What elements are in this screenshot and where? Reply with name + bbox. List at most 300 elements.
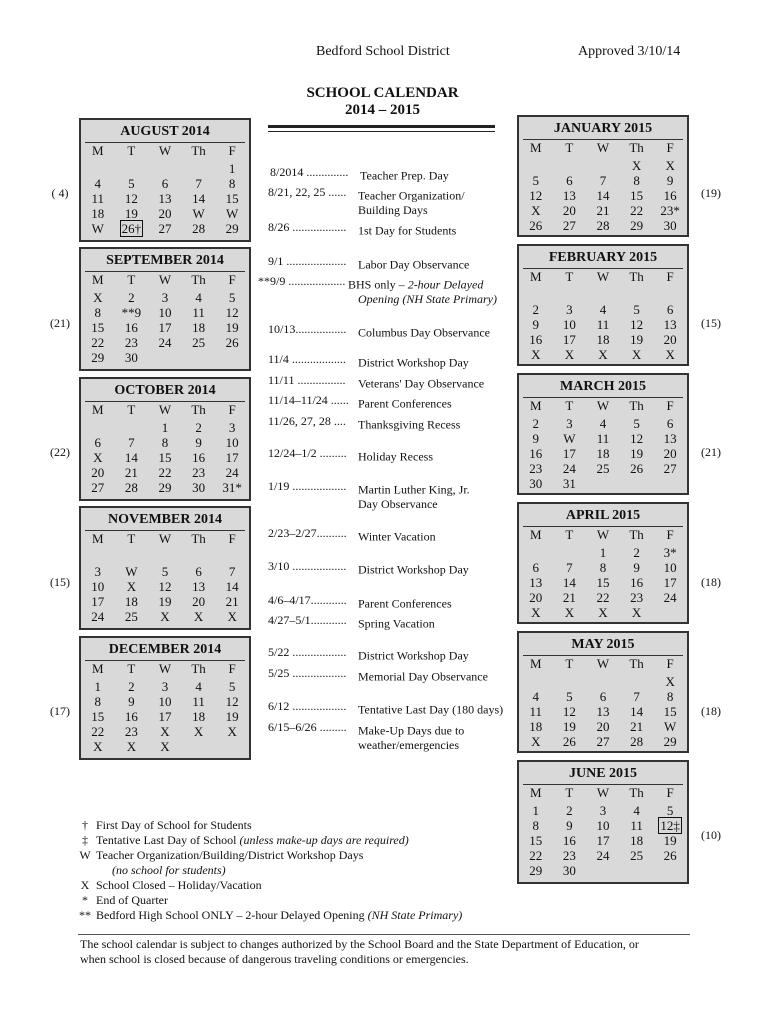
day-cell bbox=[653, 446, 687, 461]
day-value: 11 bbox=[529, 704, 543, 719]
week-row bbox=[81, 609, 249, 624]
event-item bbox=[268, 352, 513, 370]
month-title: JANUARY 2015 bbox=[523, 117, 683, 140]
day-value: 8 bbox=[228, 176, 236, 191]
day-value: X bbox=[93, 450, 103, 465]
day-value: 23 bbox=[562, 848, 576, 863]
day-cell bbox=[215, 594, 249, 609]
day-cell bbox=[620, 590, 654, 605]
day-cell bbox=[519, 590, 553, 605]
day-value: 15 bbox=[630, 188, 644, 203]
day-cell bbox=[115, 435, 149, 450]
event-description: Memorial Day Observance bbox=[358, 669, 488, 684]
day-cell bbox=[586, 173, 620, 188]
day-value: 31 bbox=[562, 476, 576, 491]
event-item bbox=[268, 254, 513, 272]
event-item bbox=[268, 373, 513, 391]
school-days-count: (21) bbox=[701, 445, 721, 459]
event-date: **9/9 ................... bbox=[258, 274, 346, 288]
legend-symbol: † bbox=[82, 818, 88, 832]
day-cell bbox=[553, 461, 587, 476]
day-cell bbox=[586, 848, 620, 863]
day-value: 19 bbox=[225, 709, 239, 724]
day-value: 28 bbox=[596, 218, 610, 233]
day-value: 11 bbox=[91, 191, 105, 206]
day-value: 5 bbox=[633, 302, 640, 317]
day-value: 22 bbox=[596, 590, 610, 605]
day-cell bbox=[182, 724, 216, 739]
day-value: 20 bbox=[91, 465, 105, 480]
school-days-count: (10) bbox=[701, 828, 721, 842]
day-value: 30 bbox=[562, 863, 576, 878]
day-cell bbox=[115, 320, 149, 335]
day-value: 7 bbox=[195, 176, 202, 191]
week-row bbox=[81, 161, 249, 176]
month-august-2014 bbox=[79, 118, 251, 242]
day-cell bbox=[115, 420, 149, 435]
weekday-label: F bbox=[666, 785, 674, 800]
legend-item bbox=[74, 848, 363, 863]
week-row bbox=[519, 719, 687, 734]
day-value: 22 bbox=[91, 724, 105, 739]
day-value: 27 bbox=[596, 734, 610, 749]
day-cell bbox=[553, 605, 587, 620]
day-value: 22 bbox=[529, 848, 543, 863]
day-cell bbox=[182, 579, 216, 594]
event-description: Spring Vacation bbox=[358, 616, 435, 631]
weekday-label: M bbox=[92, 661, 104, 676]
day-cell bbox=[81, 435, 115, 450]
week-row bbox=[519, 476, 687, 491]
day-cell bbox=[148, 564, 182, 579]
day-value: 23 bbox=[529, 461, 543, 476]
day-value: X bbox=[598, 347, 608, 362]
day-value: 14 bbox=[630, 704, 644, 719]
day-cell bbox=[586, 347, 620, 362]
weekday-label: Th bbox=[629, 269, 644, 284]
month-title: MAY 2015 bbox=[523, 633, 683, 656]
day-cell bbox=[519, 287, 553, 302]
day-value: 13 bbox=[596, 704, 610, 719]
weekday-label: M bbox=[530, 527, 542, 542]
day-value: 17 bbox=[225, 450, 239, 465]
day-value: 27 bbox=[663, 461, 677, 476]
week-row bbox=[519, 848, 687, 863]
day-cell bbox=[81, 320, 115, 335]
day-cell bbox=[620, 347, 654, 362]
day-cell bbox=[653, 848, 687, 863]
day-value: 19 bbox=[158, 594, 172, 609]
day-cell bbox=[653, 332, 687, 347]
approved-date: Approved 3/10/14 bbox=[578, 44, 681, 59]
day-value: 13 bbox=[529, 575, 543, 590]
day-value: 7 bbox=[633, 689, 640, 704]
weekday-label: T bbox=[565, 656, 574, 671]
event-item bbox=[268, 446, 513, 464]
day-cell bbox=[620, 848, 654, 863]
day-cell bbox=[182, 191, 216, 206]
week-row bbox=[519, 332, 687, 347]
footer-rule bbox=[78, 934, 690, 935]
day-value: 23 bbox=[630, 590, 644, 605]
legend-text: Bedford High School ONLY – 2-hour Delayed Opening bbox=[96, 908, 368, 922]
day-cell bbox=[553, 674, 587, 689]
day-value: 5 bbox=[666, 803, 674, 818]
day-value: 10 bbox=[158, 694, 172, 709]
day-cell bbox=[115, 579, 149, 594]
day-cell bbox=[620, 317, 654, 332]
day-value: X bbox=[160, 609, 170, 624]
day-cell bbox=[553, 545, 587, 560]
event-item bbox=[268, 720, 513, 753]
day-value: 10 bbox=[596, 818, 610, 833]
day-value: 6 bbox=[161, 176, 169, 191]
day-value: 16 bbox=[562, 833, 576, 848]
day-cell bbox=[115, 609, 149, 624]
day-cell bbox=[115, 350, 149, 365]
event-item bbox=[270, 165, 515, 183]
day-value: 10 bbox=[663, 560, 677, 575]
day-value: 3 bbox=[161, 679, 169, 694]
legend-item bbox=[74, 818, 252, 833]
weekday-label: W bbox=[596, 656, 610, 671]
day-cell bbox=[653, 863, 687, 878]
day-value: 5 bbox=[161, 564, 169, 579]
day-value: 23 bbox=[124, 724, 138, 739]
day-cell bbox=[182, 161, 216, 176]
footer-line-1: The school calendar is subject to changes authorized by the School Board and the State Department of Education, or bbox=[80, 937, 639, 951]
day-value: 29 bbox=[91, 350, 105, 365]
month-title: JUNE 2015 bbox=[523, 762, 683, 785]
day-value: 1 bbox=[532, 803, 540, 818]
day-cell bbox=[553, 560, 587, 575]
day-value: 15 bbox=[663, 704, 677, 719]
day-value: 4 bbox=[195, 290, 202, 305]
month-title: NOVEMBER 2014 bbox=[85, 508, 245, 531]
day-cell bbox=[653, 704, 687, 719]
day-value: 8 bbox=[161, 435, 169, 450]
day-value: 30 bbox=[663, 218, 677, 233]
day-value: 14 bbox=[192, 191, 206, 206]
day-value: 19 bbox=[225, 320, 239, 335]
day-cell bbox=[653, 833, 687, 848]
week-row bbox=[519, 188, 687, 203]
weekday-header bbox=[81, 661, 249, 676]
event-date: 3/10 .................. bbox=[268, 559, 347, 573]
weekday-header bbox=[519, 398, 687, 413]
day-value: 29 bbox=[630, 218, 644, 233]
day-cell bbox=[620, 188, 654, 203]
weekday-label: T bbox=[127, 143, 136, 158]
day-cell bbox=[182, 450, 216, 465]
day-cell bbox=[81, 290, 115, 305]
day-value: 26† bbox=[121, 221, 142, 236]
week-row bbox=[81, 739, 249, 754]
event-description-cont: Day Observance bbox=[358, 497, 438, 511]
weekday-label: M bbox=[92, 531, 104, 546]
day-cell bbox=[586, 674, 620, 689]
day-value: 30 bbox=[529, 476, 543, 491]
day-value: 21 bbox=[225, 594, 239, 609]
week-row bbox=[81, 694, 249, 709]
day-cell bbox=[148, 320, 182, 335]
month-september-2014 bbox=[79, 247, 251, 371]
day-value: 5 bbox=[566, 689, 573, 704]
month-title: FEBRUARY 2015 bbox=[523, 246, 683, 269]
day-cell bbox=[81, 335, 115, 350]
day-cell bbox=[653, 476, 687, 491]
page-title: SCHOOL CALENDAR bbox=[306, 85, 459, 101]
day-value: 30 bbox=[124, 350, 138, 365]
event-date: 4/6–4/17............ bbox=[268, 593, 347, 607]
day-cell bbox=[182, 564, 216, 579]
day-value: 8 bbox=[666, 689, 674, 704]
day-value: W bbox=[192, 206, 205, 221]
day-cell bbox=[148, 480, 182, 495]
day-cell bbox=[81, 579, 115, 594]
day-value: 17 bbox=[91, 594, 105, 609]
event-date: 4/27–5/1............ bbox=[268, 613, 347, 627]
day-value: 25 bbox=[124, 609, 138, 624]
event-description: Labor Day Observance bbox=[358, 257, 470, 272]
week-row bbox=[519, 734, 687, 749]
legend-text: Teacher Organization/Building/District Workshop Days bbox=[96, 848, 364, 862]
day-value: 15 bbox=[529, 833, 543, 848]
day-value: 1 bbox=[94, 679, 102, 694]
event-description: Thanksgiving Recess bbox=[358, 417, 461, 432]
school-days-count: (22) bbox=[50, 445, 70, 459]
day-cell bbox=[653, 818, 687, 833]
event-date: 6/15–6/26 ......... bbox=[268, 720, 347, 734]
day-cell bbox=[148, 450, 182, 465]
week-row bbox=[519, 287, 687, 302]
day-value: 21 bbox=[562, 590, 576, 605]
day-value: 16 bbox=[192, 450, 206, 465]
day-value: 19 bbox=[124, 206, 138, 221]
day-value: **9 bbox=[121, 305, 142, 320]
day-cell bbox=[215, 579, 249, 594]
day-value: 30 bbox=[192, 480, 206, 495]
day-cell bbox=[115, 549, 149, 564]
day-cell bbox=[620, 704, 654, 719]
day-value: X bbox=[126, 579, 137, 594]
event-date: 6/12 .................. bbox=[268, 699, 347, 713]
weekday-header bbox=[81, 143, 249, 158]
day-value: 6 bbox=[666, 302, 674, 317]
day-cell bbox=[81, 420, 115, 435]
day-cell bbox=[215, 480, 249, 495]
day-value: 5 bbox=[128, 176, 135, 191]
day-cell bbox=[182, 594, 216, 609]
day-cell bbox=[182, 420, 216, 435]
day-value: 23* bbox=[660, 203, 680, 218]
day-value: 12 bbox=[529, 188, 543, 203]
day-cell bbox=[553, 734, 587, 749]
event-description: Teacher Organization/ bbox=[358, 188, 465, 203]
day-cell bbox=[215, 191, 249, 206]
day-cell bbox=[148, 594, 182, 609]
day-cell bbox=[620, 332, 654, 347]
day-value: 26 bbox=[562, 734, 576, 749]
event-date: 1/19 .................. bbox=[268, 479, 347, 493]
day-value: X bbox=[665, 674, 675, 689]
day-value: 27 bbox=[562, 218, 576, 233]
day-value: 5 bbox=[228, 679, 236, 694]
day-cell bbox=[148, 305, 182, 320]
school-days-count: (19) bbox=[701, 186, 721, 200]
day-cell bbox=[215, 206, 249, 221]
day-value: 10 bbox=[91, 579, 105, 594]
weekday-label: Th bbox=[191, 531, 206, 546]
day-value: 20 bbox=[663, 446, 677, 461]
day-cell bbox=[553, 287, 587, 302]
day-value: 18 bbox=[529, 719, 543, 734]
weekday-label: Th bbox=[191, 402, 206, 417]
day-cell bbox=[620, 203, 654, 218]
month-title: DECEMBER 2014 bbox=[85, 638, 245, 661]
day-value: 2 bbox=[633, 545, 640, 560]
day-value: 5 bbox=[228, 290, 236, 305]
day-value: X bbox=[631, 605, 642, 620]
weekday-label: M bbox=[92, 143, 104, 158]
day-value: 29 bbox=[225, 221, 239, 236]
day-value: 19 bbox=[630, 446, 644, 461]
weekday-label: F bbox=[228, 402, 236, 417]
weekday-label: T bbox=[565, 398, 574, 413]
weekday-label: Th bbox=[629, 656, 644, 671]
event-description: Veterans' Day Observance bbox=[358, 376, 485, 391]
day-cell bbox=[215, 709, 249, 724]
day-cell bbox=[182, 679, 216, 694]
day-cell bbox=[115, 465, 149, 480]
day-cell bbox=[653, 188, 687, 203]
week-row bbox=[81, 221, 249, 236]
day-cell bbox=[653, 431, 687, 446]
day-value: 19 bbox=[562, 719, 576, 734]
event-date: 5/25 .................. bbox=[268, 666, 347, 680]
day-cell bbox=[653, 317, 687, 332]
day-cell bbox=[519, 575, 553, 590]
day-cell bbox=[586, 704, 620, 719]
day-value: 21 bbox=[630, 719, 644, 734]
day-value: 17 bbox=[596, 833, 610, 848]
day-value: 15 bbox=[158, 450, 172, 465]
legend-symbol: X bbox=[80, 878, 90, 892]
day-cell bbox=[519, 818, 553, 833]
day-cell bbox=[620, 545, 654, 560]
day-value: 4 bbox=[94, 176, 102, 191]
day-cell bbox=[519, 803, 553, 818]
month-march-2015 bbox=[517, 373, 689, 495]
day-cell bbox=[115, 594, 149, 609]
day-cell bbox=[115, 221, 149, 236]
day-value: 7 bbox=[599, 173, 607, 188]
day-cell bbox=[182, 350, 216, 365]
day-cell bbox=[115, 739, 149, 754]
day-cell bbox=[115, 305, 149, 320]
day-value: W bbox=[664, 719, 677, 734]
day-cell bbox=[586, 446, 620, 461]
event-item bbox=[268, 559, 513, 577]
day-value: 13 bbox=[663, 317, 677, 332]
day-value: 12 bbox=[562, 704, 576, 719]
day-cell bbox=[620, 818, 654, 833]
day-cell bbox=[586, 605, 620, 620]
legend-symbol: ‡ bbox=[82, 833, 88, 847]
weekday-label: T bbox=[565, 785, 574, 800]
event-description-cont: weather/emergencies bbox=[358, 738, 460, 752]
event-item bbox=[268, 479, 513, 512]
event-item bbox=[268, 526, 513, 544]
event-description: District Workshop Day bbox=[358, 648, 469, 663]
day-value: 20 bbox=[596, 719, 610, 734]
day-value: 10 bbox=[562, 317, 576, 332]
day-cell bbox=[519, 461, 553, 476]
event-date: 8/2014 .............. bbox=[270, 165, 349, 179]
event-date: 11/14–11/24 ...... bbox=[268, 393, 349, 407]
day-value: 7 bbox=[228, 564, 236, 579]
day-value: 6 bbox=[195, 564, 202, 579]
day-cell bbox=[620, 734, 654, 749]
weekday-header bbox=[81, 531, 249, 546]
event-date: 8/26 .................. bbox=[268, 220, 347, 234]
day-value: 14 bbox=[124, 450, 138, 465]
weekday-label: T bbox=[127, 661, 136, 676]
day-value: X bbox=[160, 724, 170, 739]
weekday-label: F bbox=[666, 656, 674, 671]
day-value: 24 bbox=[91, 609, 105, 624]
day-cell bbox=[586, 575, 620, 590]
day-cell bbox=[148, 290, 182, 305]
event-date: 11/11 ................ bbox=[268, 373, 346, 387]
event-date: 11/4 .................. bbox=[268, 352, 346, 366]
day-value: 6 bbox=[666, 416, 674, 431]
weekday-label: F bbox=[228, 143, 236, 158]
weekday-label: M bbox=[530, 398, 542, 413]
day-value: X bbox=[598, 605, 608, 620]
day-cell bbox=[81, 594, 115, 609]
day-value: 9 bbox=[128, 694, 135, 709]
week-row bbox=[81, 450, 249, 465]
day-value: 3 bbox=[228, 420, 236, 435]
day-cell bbox=[215, 435, 249, 450]
day-cell bbox=[148, 549, 182, 564]
event-description: BHS only – 2-hour Delayed bbox=[348, 277, 484, 292]
legend-symbol: W bbox=[79, 848, 91, 862]
day-cell bbox=[182, 549, 216, 564]
day-value: 16 bbox=[124, 320, 138, 335]
day-cell bbox=[115, 564, 149, 579]
day-cell bbox=[620, 416, 654, 431]
week-row bbox=[519, 416, 687, 431]
day-value: X bbox=[665, 347, 675, 362]
day-cell bbox=[81, 549, 115, 564]
day-value: 4 bbox=[599, 416, 607, 431]
day-value: 14 bbox=[225, 579, 239, 594]
event-date: 11/26, 27, 28 .... bbox=[268, 414, 346, 428]
day-cell bbox=[653, 605, 687, 620]
day-value: 6 bbox=[532, 560, 540, 575]
day-cell bbox=[81, 350, 115, 365]
school-days-count: (18) bbox=[701, 704, 721, 718]
day-value: 23 bbox=[192, 465, 206, 480]
day-cell bbox=[148, 679, 182, 694]
week-row bbox=[81, 290, 249, 305]
weekday-label: W bbox=[596, 140, 610, 155]
weekday-label: Th bbox=[629, 785, 644, 800]
school-days-count: (18) bbox=[701, 575, 721, 589]
week-row bbox=[519, 545, 687, 560]
